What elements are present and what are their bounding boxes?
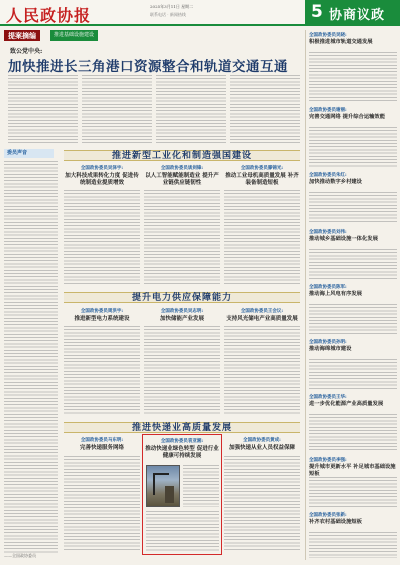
- rail-item[interactable]: [309, 339, 397, 353]
- proposal-text: [64, 456, 140, 552]
- section-head-2: 提升电力供应保障能力: [64, 292, 300, 303]
- building-shape: [165, 486, 175, 503]
- rail-item[interactable]: [309, 172, 397, 186]
- proposal-card[interactable]: [144, 308, 220, 323]
- proposer: 全国政协委员王会议:: [240, 309, 284, 314]
- proposer: 全国政协委员张新:: [309, 513, 347, 518]
- masthead: [0, 0, 400, 26]
- rail-text: [309, 52, 397, 102]
- proposal-text: [183, 465, 219, 507]
- proposal-title: 推动海绵城市建设: [309, 346, 352, 352]
- proposal-card[interactable]: [144, 165, 220, 187]
- proposer: 全国政协委员朱红:: [309, 173, 347, 178]
- proposer: 全国政协委员吴泽宇:: [80, 166, 124, 171]
- proposal-text: [224, 326, 300, 414]
- proposer: 全国政协委员滕锦光:: [240, 166, 284, 171]
- proposal-text: [144, 190, 220, 285]
- proposer: 全国政协委员周洪宇:: [80, 309, 124, 314]
- main-column: [4, 30, 301, 560]
- proposal-title: 加快推动数字乡村建设: [309, 179, 362, 185]
- proposer: 全国政协委员刘伟:: [309, 230, 347, 235]
- lead-article-text: [230, 75, 300, 145]
- proposal-card[interactable]: [224, 437, 300, 452]
- rail-item[interactable]: [309, 284, 397, 298]
- rail-text: [309, 127, 397, 167]
- section-head-3: 推进快递业高质量发展: [64, 422, 300, 433]
- dateline-sub: 联系电话 · 新闻热线: [150, 12, 186, 17]
- proposal-title: 推动城乡基础设施一体化发展: [309, 236, 378, 242]
- proposal-title: 推进新型电力系统建设: [74, 316, 130, 322]
- rail-item[interactable]: [309, 457, 397, 478]
- rail-item[interactable]: [309, 229, 397, 243]
- proposer: 全国政协委员马东明:: [80, 438, 124, 443]
- proposal-text: [146, 511, 219, 551]
- signoff: ——全国政协委员: [4, 553, 36, 558]
- proposer: 全国政协委员吴志明:: [160, 309, 204, 314]
- proposal-text: [224, 190, 300, 285]
- proposer: 全国政协委员谈剑锋:: [160, 166, 204, 171]
- newspaper-logo: 人民政协报: [6, 6, 92, 25]
- rail-text: [309, 477, 397, 507]
- lead-headline[interactable]: 加快推进长三角港口资源整合和轨道交通互通: [8, 59, 288, 75]
- rail-item[interactable]: [309, 107, 397, 121]
- proposer: 全国政协委员陈军:: [309, 285, 347, 290]
- proposal-text: [64, 190, 140, 285]
- dateline: 2025年3月11日 星期二: [150, 4, 194, 9]
- proposer: 全国政协委员袁亚湘:: [160, 439, 204, 444]
- highlighted-proposal[interactable]: [142, 434, 222, 555]
- rail-text: [309, 304, 397, 334]
- proposal-title: 加快储能产业发展: [159, 316, 204, 322]
- proposer: 全国政协委员王华:: [309, 395, 347, 400]
- proposal-card[interactable]: [224, 308, 300, 323]
- proposer: 全国政协委员孙明:: [309, 340, 347, 345]
- rubric-tag: 提案摘编: [4, 30, 40, 41]
- rubric-subtitle: 推进基础设施建设: [50, 30, 98, 41]
- construction-photo: [146, 465, 180, 507]
- proposal-title: 完善快递服务网络: [79, 445, 124, 451]
- lead-article-text: [8, 75, 78, 145]
- proposal-card[interactable]: [64, 165, 140, 187]
- proposal-title: 加强快递从业人员权益保障: [228, 445, 295, 451]
- left-column-text: [4, 161, 58, 553]
- rail-item[interactable]: [309, 32, 397, 46]
- rail-text: [309, 532, 397, 558]
- proposal-title: 提升城市更新水平 补足城市基础设施短板: [309, 464, 396, 477]
- proposer: 全国政协委员吴晓:: [309, 33, 347, 38]
- lead-article-text: [156, 75, 226, 145]
- proposal-card[interactable]: [64, 437, 140, 452]
- section-head-1: 推进新型工业化和制造强国建设: [64, 150, 300, 161]
- proposal-title: 补齐农村基础设施短板: [309, 519, 362, 525]
- rail-item[interactable]: [309, 394, 397, 408]
- lead-kicker: 致公党中央:: [10, 48, 43, 55]
- rail-text: [309, 359, 397, 389]
- proposer: 全国政协委员黄成:: [243, 438, 281, 443]
- proposal-title: 进一步优化能源产业高质量发展: [309, 401, 384, 407]
- column-label: 委员声音: [4, 149, 54, 158]
- proposal-card[interactable]: [64, 308, 140, 323]
- proposal-card: [145, 438, 219, 460]
- proposal-title: 推动工业母机高质量发展 补齐装备制造短板: [225, 173, 299, 186]
- page-number: 5: [311, 2, 323, 22]
- proposal-card[interactable]: [224, 165, 300, 187]
- lead-article-text: [82, 75, 152, 145]
- proposal-title: 加大科技成果转化力度 促进传统制造业提质增效: [65, 173, 139, 186]
- right-rail: [305, 30, 397, 560]
- proposer: 全国政协委员李强:: [309, 458, 347, 463]
- crane-arm-shape: [153, 473, 169, 475]
- section-title: 协商议政: [329, 8, 386, 23]
- rail-text: [309, 249, 397, 279]
- proposal-title: 积极推进城市轨道交通发展: [309, 39, 373, 45]
- proposal-title: 以人工智能赋能制造业 提升产业链供应链韧性: [145, 173, 219, 186]
- proposal-title: 完善交通网络 提升综合运输效能: [309, 114, 386, 120]
- rail-text: [309, 192, 397, 224]
- proposal-text: [144, 326, 220, 414]
- proposal-text: [224, 456, 300, 552]
- proposal-title: 支持风光储电产业高质量发展: [226, 316, 298, 322]
- proposer: 全国政协委员谢丽:: [309, 108, 347, 113]
- rail-text: [309, 414, 397, 452]
- rail-item[interactable]: [309, 512, 397, 526]
- proposal-text: [64, 326, 140, 414]
- proposal-title: 推动海上风电有序发展: [309, 291, 362, 297]
- rubric-bar: [4, 30, 301, 41]
- proposal-title: 推动快递业绿色转型 促进行业健康可持续发展: [145, 446, 219, 459]
- crane-shape: [153, 473, 155, 495]
- page-section-box: [305, 0, 400, 24]
